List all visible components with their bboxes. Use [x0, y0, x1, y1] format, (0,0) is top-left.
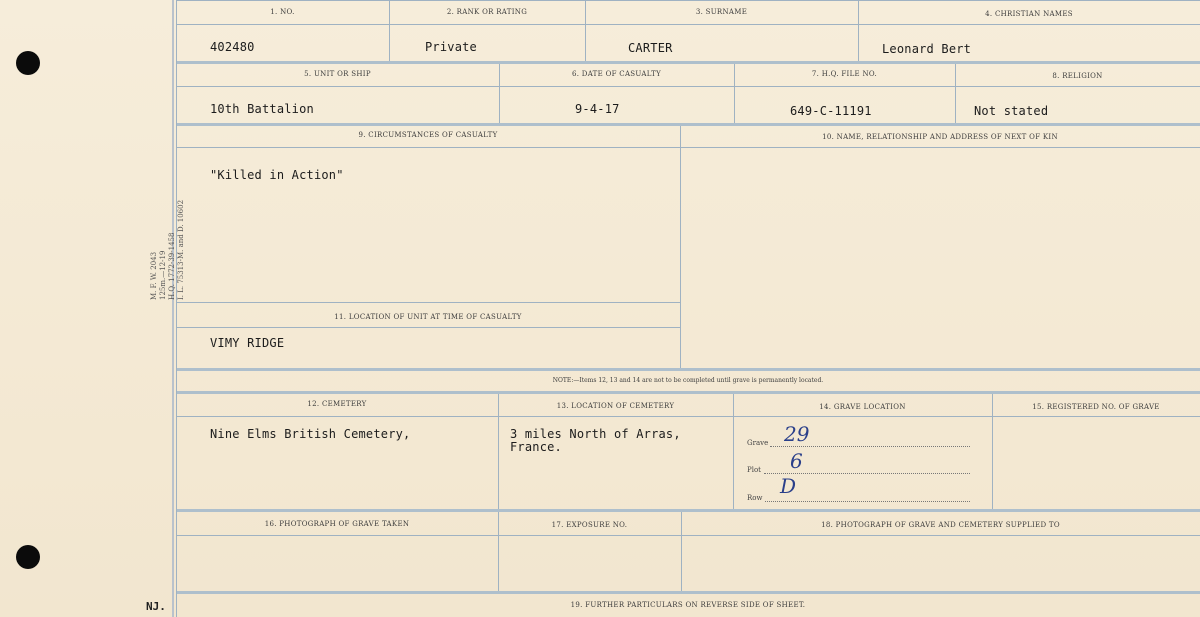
value-unit: 10th Battalion: [210, 102, 314, 116]
value-cemetery-location-line1: 3 miles North of Arras,: [510, 427, 681, 441]
label-cemetery: 12. CEMETERY: [307, 400, 367, 408]
label-circumstances: 9. CIRCUMSTANCES OF CASUALTY: [358, 131, 498, 139]
value-rank: Private: [425, 40, 477, 54]
rule: [498, 394, 499, 509]
form-code-line: M. F. W. 2043: [150, 251, 158, 300]
rule: [176, 86, 1200, 87]
label-exposure-no: 17. EXPOSURE NO.: [551, 521, 628, 529]
rule: [176, 327, 680, 328]
value-plot: 6: [790, 449, 803, 473]
label-next-of-kin: 10. NAME, RELATIONSHIP AND ADDRESS OF NEXT OF KIN: [822, 133, 1058, 141]
margin-line: [172, 0, 174, 617]
rule: [992, 394, 993, 509]
label-christian-names: 4. CHRISTIAN NAMES: [985, 10, 1073, 18]
label-rank: 2. RANK OR RATING: [446, 8, 528, 16]
label-hq-file: 7. H.Q. FILE NO.: [811, 70, 878, 78]
punch-hole-top: [16, 51, 40, 75]
value-no: 402480: [210, 40, 255, 54]
value-christian-names: Leonard Bert: [882, 42, 972, 56]
label-registered-no: 15. REGISTERED NO. OF GRAVE: [1032, 403, 1160, 411]
value-row: D: [780, 474, 797, 498]
value-surname: CARTER: [628, 41, 673, 55]
rule: [176, 535, 1200, 536]
label-photograph-supplied: 18. PHOTOGRAPH OF GRAVE AND CEMETERY SUPPLIED TO: [821, 521, 1060, 529]
label-further-particulars: 19. FURTHER PARTICULARS ON REVERSE SIDE OF SHEET.: [570, 601, 806, 609]
rule: [176, 509, 1200, 512]
value-location-of-unit: VIMY RIDGE: [210, 336, 285, 350]
note-text: NOTE:—Items 12, 13 and 14 are not to be completed until grave is permanently located.: [552, 377, 824, 384]
label-grave-location: 14. GRAVE LOCATION: [819, 403, 906, 411]
rule: [176, 302, 680, 303]
rule: [176, 0, 1200, 1]
punch-hole-bottom: [16, 545, 40, 569]
form-code-line: H.Q. 1772-39-1458: [168, 232, 176, 300]
row-dotline: [765, 501, 970, 502]
corner-mark: NJ.: [146, 600, 166, 613]
value-religion: Not stated: [974, 104, 1049, 118]
value-cemetery-location-line2: France.: [510, 440, 562, 454]
rule: [176, 391, 1200, 394]
label-row: Row: [747, 494, 763, 502]
label-religion: 8. RELIGION: [1052, 72, 1103, 80]
grave-dotline: [770, 446, 970, 447]
rule: [176, 24, 1200, 25]
label-plot: Plot: [747, 466, 761, 474]
label-location-of-unit: 11. LOCATION OF UNIT AT TIME OF CASUALTY: [334, 313, 522, 321]
rule: [176, 147, 1200, 148]
value-circumstances: "Killed in Action": [210, 168, 344, 182]
label-grave: Grave: [747, 439, 769, 447]
label-location-of-cemetery: 13. LOCATION OF CEMETERY: [556, 402, 675, 410]
rule: [176, 61, 1200, 64]
label-surname: 3. SURNAME: [695, 8, 748, 16]
form-code-line: 125m.—12-19: [159, 250, 167, 300]
form-code: [150, 200, 186, 300]
rule: [733, 394, 734, 509]
rule: [176, 368, 1200, 371]
rule: [176, 416, 1200, 417]
value-hq-file: 649-C-11191: [790, 104, 872, 118]
rule: [680, 126, 681, 368]
label-unit: 5. UNIT OR SHIP: [304, 70, 371, 78]
form-code-line: I. L. 75313-M. and D. 10602: [177, 199, 185, 300]
value-grave: 29: [784, 422, 810, 446]
label-date: 6. DATE OF CASUALTY: [571, 70, 662, 78]
rule: [176, 591, 1200, 594]
rule: [176, 123, 1200, 126]
value-cemetery: Nine Elms British Cemetery,: [210, 427, 411, 441]
label-photograph-taken: 16. PHOTOGRAPH OF GRAVE TAKEN: [264, 520, 410, 528]
label-no: 1. NO.: [270, 8, 295, 16]
value-date: 9-4-17: [575, 102, 620, 116]
